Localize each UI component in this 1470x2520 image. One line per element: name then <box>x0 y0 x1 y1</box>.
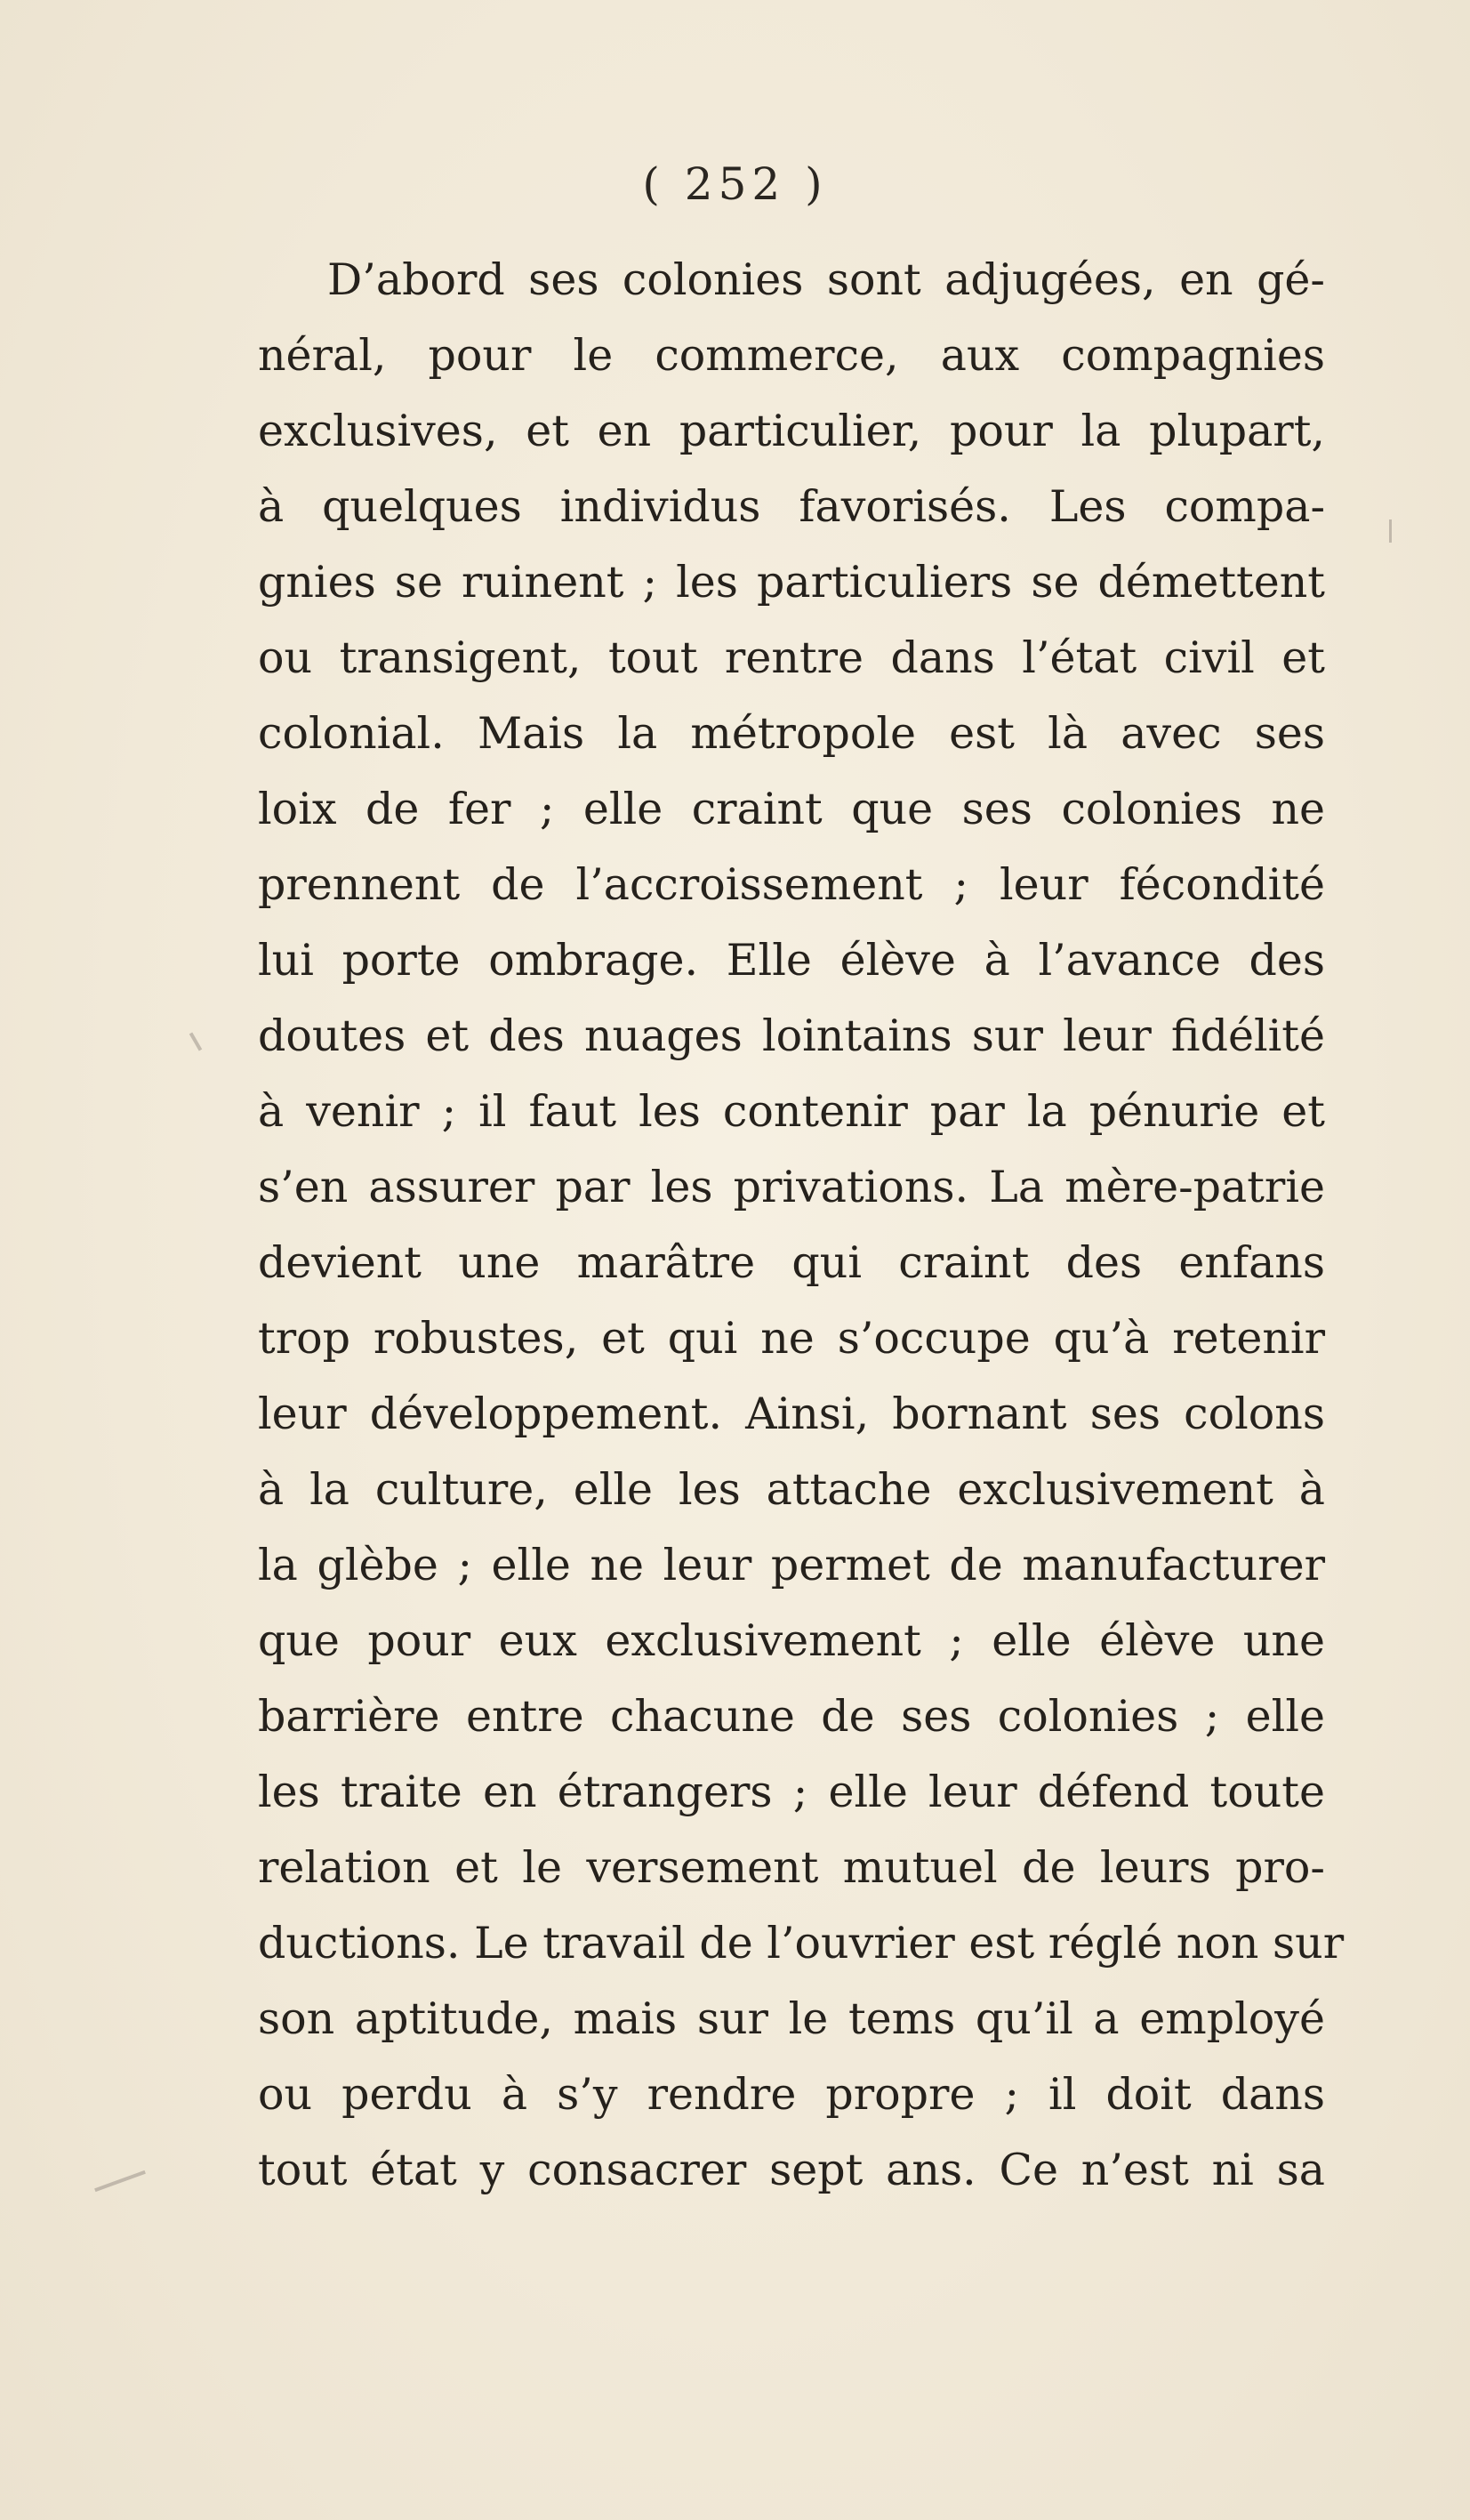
text-line: son aptitude, mais sur le tems qu’il a employé <box>258 1993 1325 2044</box>
text-line: exclusives, et en particulier, pour la plupart, <box>258 406 1325 456</box>
text-line: néral, pour le commerce, aux compagnies <box>258 330 1325 381</box>
text-line: gnies se ruinent ; les particuliers se démettent <box>258 557 1325 608</box>
text-line: prennent de l’accroissement ; leur fécondité <box>258 859 1325 910</box>
page-number: ( 252 ) <box>642 158 828 210</box>
text-line: colonial. Mais la métropole est là avec ses <box>258 708 1325 759</box>
text-line: s’en assurer par les privations. La mère-patrie <box>258 1162 1325 1212</box>
text-line: barrière entre chacune de ses colonies ; elle <box>258 1691 1325 1742</box>
text-line: loix de fer ; elle craint que ses colonies ne <box>258 784 1325 834</box>
text-line: lui porte ombrage. Elle élève à l’avance des <box>258 935 1325 986</box>
text-line: devient une marâtre qui craint des enfans <box>258 1237 1325 1288</box>
text-line: doutes et des nuages lointains sur leur fidélité <box>258 1010 1325 1061</box>
text-line: que pour eux exclusivement ; elle élève une <box>258 1615 1325 1666</box>
text-line: ductions. Le travail de l’ouvrier est réglé non sur <box>258 1918 1345 1968</box>
text-line: D’abord ses colonies sont adjugées, en gé- <box>327 254 1325 305</box>
text-line: trop robustes, et qui ne s’occupe qu’à retenir <box>258 1313 1325 1364</box>
paper-speck <box>1389 519 1392 543</box>
paper-speck <box>189 1032 202 1051</box>
text-line: ou perdu à s’y rendre propre ; il doit dans <box>258 2069 1325 2120</box>
text-line: tout état y consacrer sept ans. Ce n’est ni sa <box>258 2145 1325 2195</box>
text-line: à venir ; il faut les contenir par la pénurie et <box>258 1086 1325 1137</box>
text-line: ou transigent, tout rentre dans l’état civil et <box>258 632 1325 683</box>
text-line: à la culture, elle les attache exclusivement à <box>258 1464 1325 1515</box>
text-line: leur développement. Ainsi, bornant ses colons <box>258 1389 1325 1439</box>
text-line: les traite en étrangers ; elle leur défend toute <box>258 1767 1325 1817</box>
text-line: à quelques individus favorisés. Les compa- <box>258 481 1325 532</box>
paper-speck <box>94 2170 146 2192</box>
text-line: relation et le versement mutuel de leurs pro- <box>258 1842 1325 1893</box>
body-text <box>258 242 1345 2208</box>
text-line: la glèbe ; elle ne leur permet de manufacturer <box>258 1540 1325 1590</box>
